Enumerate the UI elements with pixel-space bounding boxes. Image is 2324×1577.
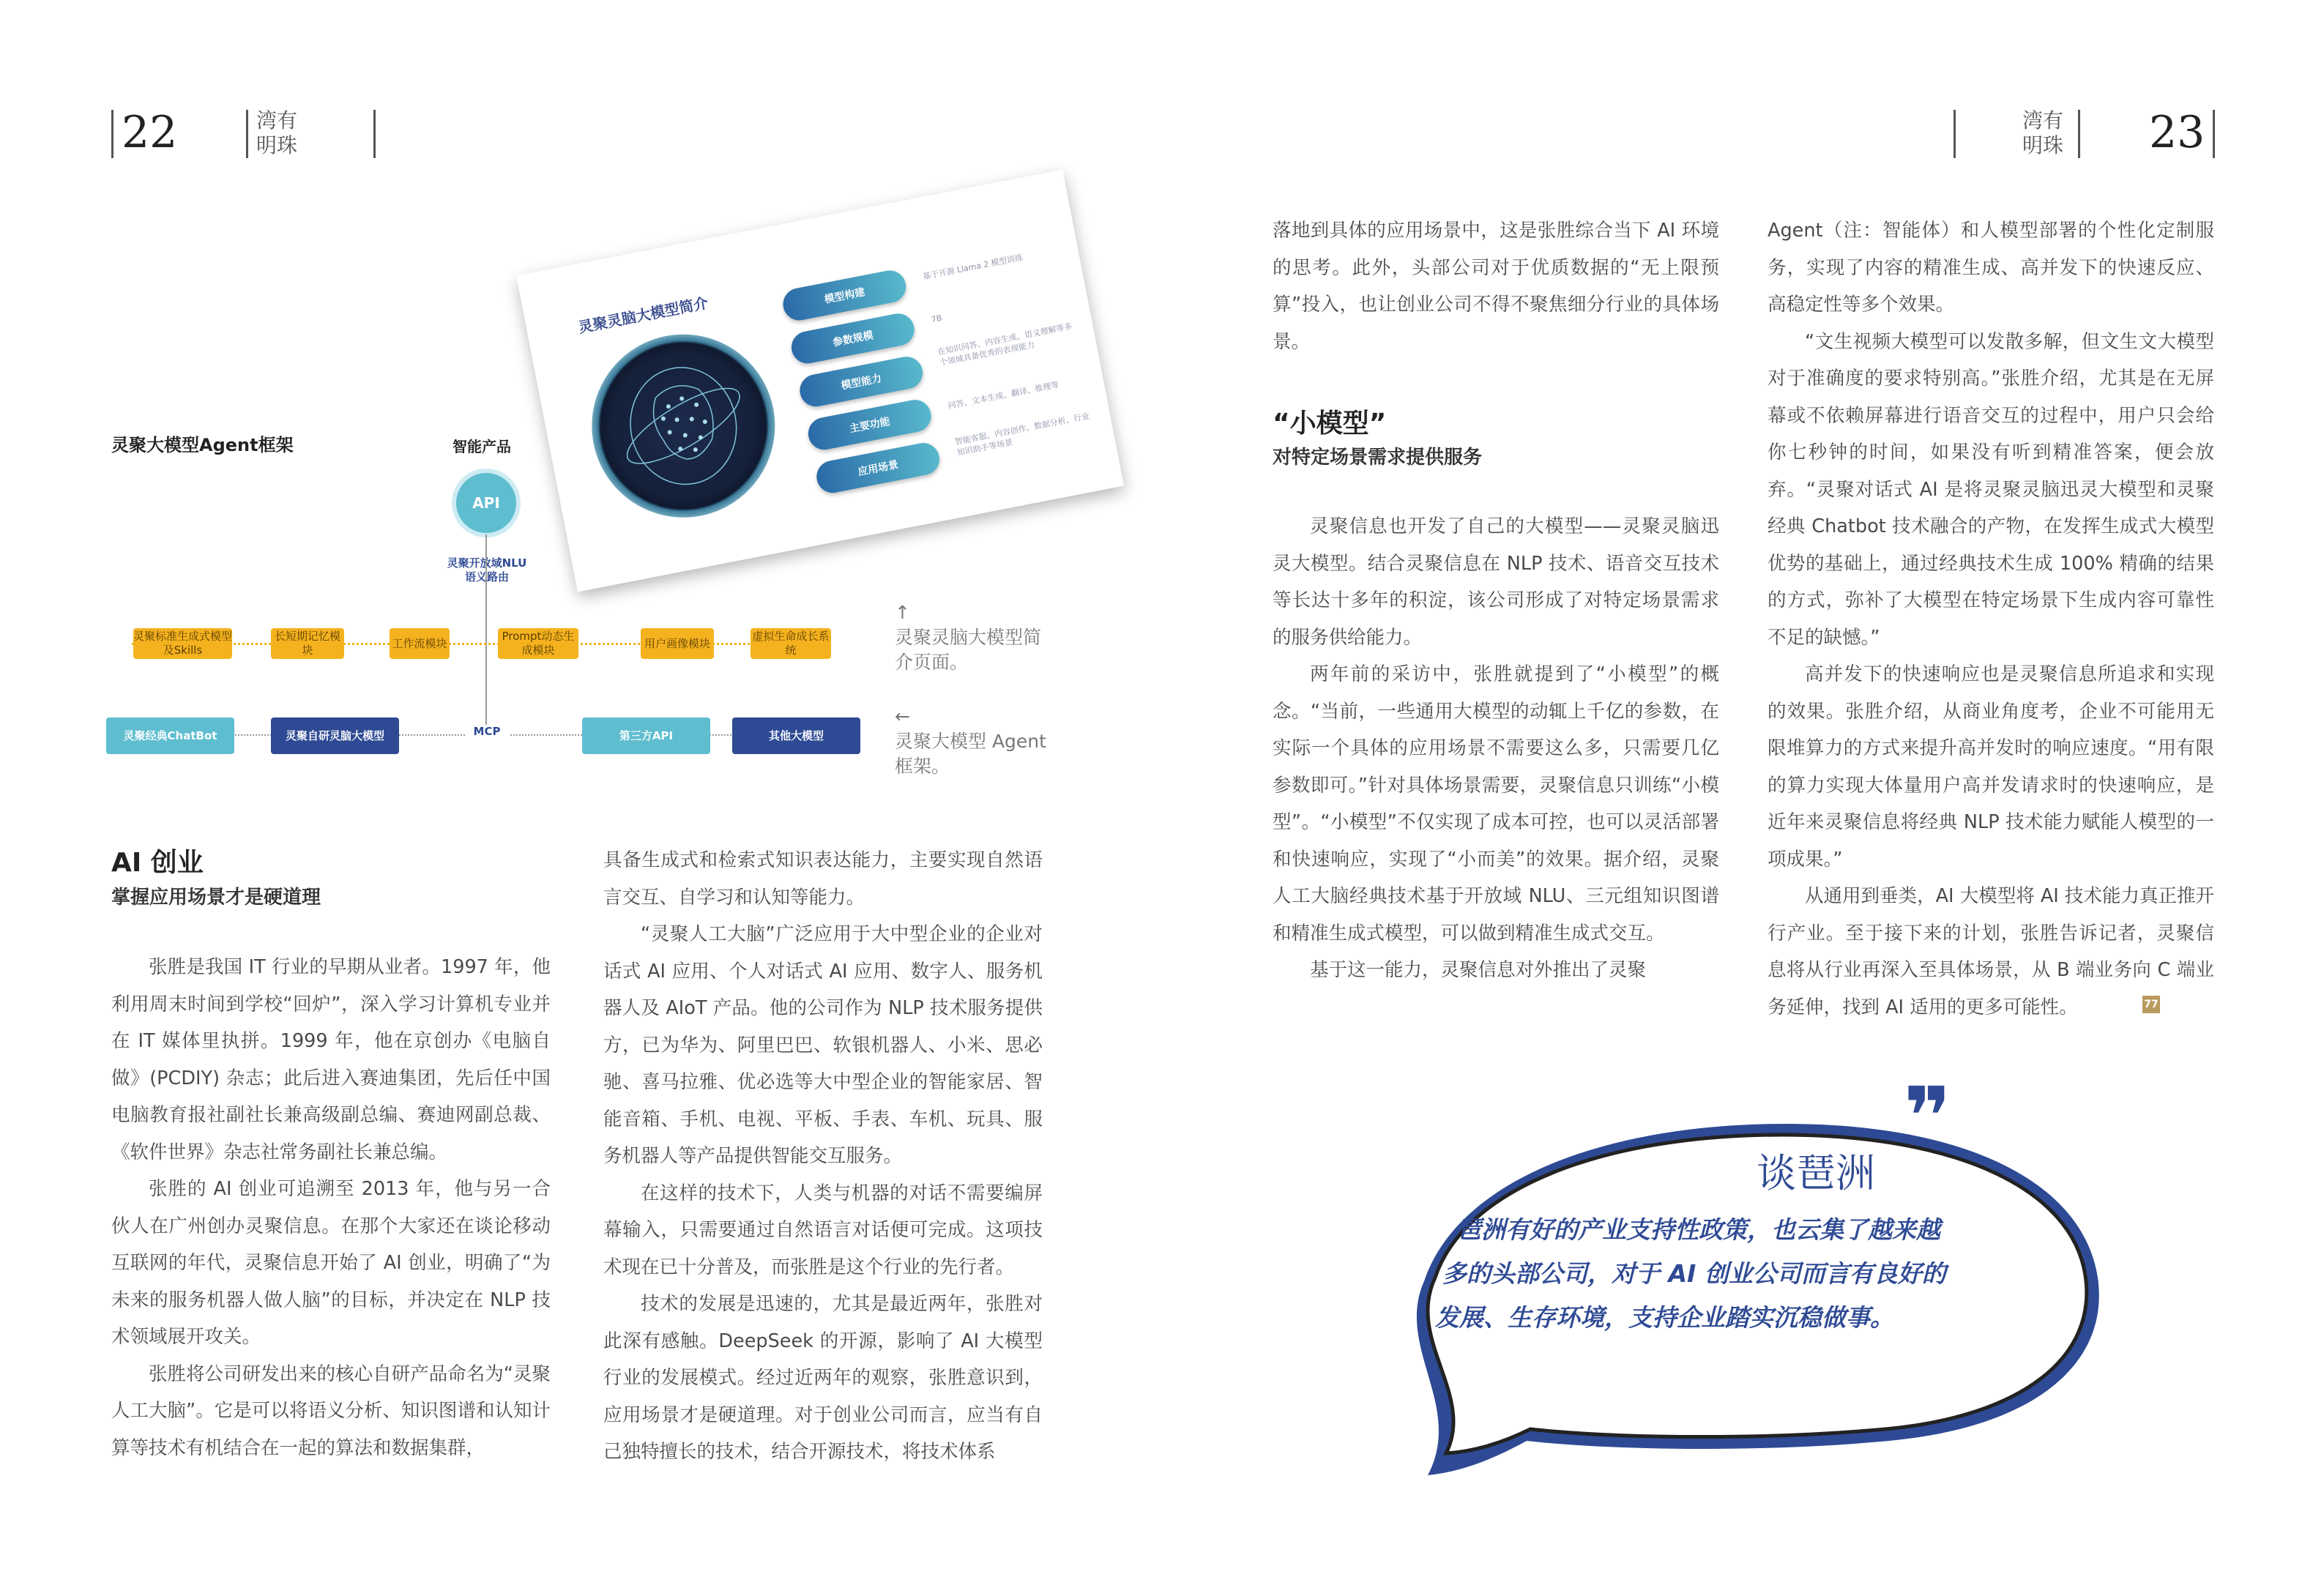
paragraph: 高并发下的快速响应也是灵聚信息所追求和实现的效果。张胜介绍，从商业角度考，企业不可能用无限堆算力的方式来提升高并发时的响应速度。“用有限的算力实现大体量用户高并发请求时的快速响应，是近年来灵聚信息将经典 NLP 技术能力赋能人模型的一项成果。”: [1768, 663, 2214, 870]
paragraph: 在这样的技术下，人类与机器的对话不需要编屏幕输入，只需要通过自然语言对话便可完成。这项技术现在已十分普及，而张胜是这个行业的先行者。: [603, 1182, 1043, 1278]
caption-arrow: ←: [895, 706, 910, 727]
right-page-number: 23: [2149, 107, 2205, 158]
caption-slide: [895, 600, 1063, 675]
box-chatbot: 灵聚经典ChatBot: [106, 717, 234, 754]
box-mcp: MCP: [465, 725, 509, 738]
paragraph: 从通用到垂类，AI 大模型将 AI 技术能力真正推开行产业。至于接下来的计划，张胜告诉记者，灵聚信息将从行业再深入至具体场景，从 B 端业务向 C 端业务延伸，找到 AI 适用的更多可能性。: [1768, 885, 2214, 1018]
slide-pill-functions: 主要功能: [805, 397, 934, 452]
caption-line: 框架。: [895, 756, 950, 777]
quote-line: 多的头部公司，对于 AI 创业公司而言有良好的: [1442, 1259, 1946, 1288]
slide-pill-scenes: 应用场景: [814, 440, 942, 496]
product-label: 智能产品: [452, 438, 511, 455]
slide-pill-build: 模型构建: [781, 268, 909, 324]
article-column-3-bottom: [1273, 508, 1719, 989]
slide-note: 基于开源 Llama 2 模型训练: [922, 253, 1024, 282]
masthead-line: 湾有: [2022, 108, 2064, 133]
article-column-1: [111, 949, 551, 1466]
end-mark: 77: [2142, 996, 2160, 1013]
right-header-rule-1: [1954, 110, 1956, 158]
right-masthead: [2022, 108, 2063, 158]
left-header-rule-2: [246, 110, 248, 158]
left-page-number: 22: [122, 107, 178, 158]
quote-text: [1435, 1208, 2021, 1340]
caption-line: 灵聚大模型 Agent: [895, 731, 1046, 752]
left-header-rule-3: [373, 110, 376, 158]
section-subheading-ai-startup: 掌握应用场景才是硬道理: [111, 887, 321, 909]
slide-title: 灵聚灵脑大模型简介: [576, 294, 710, 337]
paragraph: 具备生成式和检索式知识表达能力，主要实现自然语言交互、自学习和认知等能力。: [603, 849, 1043, 909]
router-label-line: 语义路由: [464, 570, 509, 584]
masthead-line: 湾有: [256, 108, 298, 133]
section-heading-small-model: “小模型”: [1273, 409, 1387, 439]
left-header-rule-1: [111, 110, 113, 158]
quote-mark-icon: ❞: [1904, 1070, 1951, 1163]
box-other-models: 其他大模型: [732, 717, 860, 754]
slide-note: 问答、文本生成、翻译、推理等: [947, 380, 1060, 411]
framework-title: 灵聚大模型Agent框架: [111, 435, 294, 455]
quote-line: 琶洲有好的产业支持性政策，也云集了越来越: [1457, 1215, 1940, 1244]
masthead-line: 明珠: [256, 133, 298, 157]
caption-framework: [895, 704, 1063, 779]
slide-pill-params: 参数规模: [789, 311, 917, 367]
paragraph: “灵聚人工大脑”广泛应用于大中型企业的企业对话式 AI 应用、个人对话式 AI 应用、数字人、服务机器人及 AIoT 产品。他的公司作为 NLP 技术服务提供方，已为华为、阿里巴巴、软银机器人、小米、思必驰、喜马拉雅、优必选等大中型企业的智能家居、智能音箱、手机、电视、平板、手表、车机、玩具、服务机器人等产品提供智能交互服务。: [603, 923, 1043, 1167]
box-virtual-life: 虚拟生命成长系统: [751, 628, 831, 659]
box-memory: 长短期记忆模块: [271, 628, 344, 659]
paragraph: 灵聚信息也开发了自己的大模型——灵聚灵脑迅灵大模型。结合灵聚信息在 NLP 技术、语音交互技术等长达十多年的积淀，该公司形成了对特定场景需求的服务供给能力。: [1273, 515, 1719, 649]
box-user-profile: 用户画像模块: [641, 628, 714, 659]
paragraph: 技术的发展是迅速的，尤其是最近两年，张胜对此深有感触。DeepSeek 的开源，影响了 AI 大模型行业的发展模式。经过近两年的观察，张胜意识到，应用场景才是硬道理。对于创业公司而言，应当有自己独特擅长的技术，结合开源技术，将技术体系: [603, 1293, 1043, 1463]
spine-line: [485, 534, 487, 732]
article-column-3-top: [1273, 212, 1719, 360]
caption-line: 灵聚灵脑大模型简: [895, 627, 1042, 648]
slide-note: 智能客服、内容创作、数据分析、行业知识助手等场景: [954, 411, 1091, 458]
box-prompt: Prompt动态生成模块: [498, 628, 578, 659]
api-circle: [456, 473, 516, 533]
paragraph: 两年前的采访中，张胜就提到了“小模型”的概念。“当前，一些通用大模型的动辄上千亿的参数，在实际一个具体的应用场景不需要这么多，只需要几亿参数即可。”针对具体场景需要，灵聚信息只训练“小模型”。“小模型”不仅实现了成本可控，也可以灵活部署和快速响应，实现了“小而美”的效果。据介绍，灵聚人工大脑经典技术基于开放域 NLU、三元组知识图谱和精准生成式模型，可以做到精准生成式交互。: [1273, 663, 1719, 944]
paragraph: 基于这一能力，灵聚信息对外推出了灵聚: [1310, 959, 1647, 981]
api-label: API: [472, 494, 500, 512]
paragraph: Agent（注：智能体）和人模型部署的个性化定制服务，实现了内容的精准生成、高并发下的快速反应、高稳定性等多个效果。: [1768, 220, 2214, 316]
right-header-rule-3: [2213, 110, 2215, 158]
box-workflow: 工作流模块: [390, 628, 450, 659]
left-masthead: [256, 108, 297, 158]
paragraph: 张胜将公司研发出来的核心自研产品命名为“灵聚人工大脑”。它是可以将语义分析、知识图谱和认知计算等技术有机结合在一起的算法和数据集群，: [111, 1362, 551, 1459]
quote-line: 发展、生存环境，支持企业踏实沉稳做事。: [1435, 1303, 1894, 1332]
caption-arrow: ↑: [895, 602, 910, 623]
box-linnao-model: 灵聚自研灵脑大模型: [271, 717, 399, 754]
quote-name: 谈琶洲: [1757, 1150, 1875, 1196]
box-third-party-api: 第三方API: [582, 717, 710, 754]
masthead-line: 明珠: [2022, 133, 2064, 157]
slide-note: 在知识问答、内容生成、语义理解等多个领域具备优秀的表现能力: [936, 321, 1073, 368]
router-label-line: 灵聚开放域NLU: [447, 556, 527, 570]
slide-pill-ability: 模型能力: [797, 354, 925, 409]
slide-note: 7B: [930, 313, 943, 325]
caption-line: 介页面。: [895, 652, 969, 673]
section-subheading-small-model: 对特定场景需求提供服务: [1273, 447, 1483, 469]
paragraph: “文生视频大模型可以发散多解，但文生文大模型对于准确度的要求特别高。”张胜介绍，尤其是在无屏幕或不依赖屏幕进行语音交互的过程中，用户只会给你七秒钟的时间，如果没有听到精准答案，便会放弃。“灵聚对话式 AI 是将灵聚灵脑迅灵大模型和灵聚经典 Chatbot 技术融合的产物，在发挥生成式大模型优势的基础上，通过经典技术生成 100% 精确的结果的方式，弥补了大模型在特定场景下生成内容可靠性不足的缺憾。”: [1768, 330, 2214, 649]
paragraph: 张胜的 AI 创业可追溯至 2013 年，他与另一合伙人在广州创办灵聚信息。在那个大家还在谈论移动互联网的年代，灵聚信息开始了 AI 创业，明确了“为未来的服务机器人做人脑”的目标，并决定在 NLP 技术领域展开攻关。: [111, 1178, 551, 1348]
article-column-4: [1768, 212, 2214, 1026]
agent-framework-diagram: [103, 417, 871, 783]
paragraph: 张胜是我国 IT 行业的早期从业者。1997 年，他利用周末时间到学校“回炉”，深入学习计算机专业并在 IT 媒体里执拼。1999 年，他在京创办《电脑自做》(PCDIY) 杂志；此后进入赛迪集团，先后任中国电脑教育报社副社长兼高级副总编、赛迪网副总裁、《软件世界》杂志社常务副社长兼总编。: [111, 956, 551, 1163]
router-label: [436, 556, 538, 584]
box-standard-skills: 灵聚标准生成式模型及Skills: [133, 628, 232, 659]
section-heading-ai-startup: AI 创业: [111, 848, 204, 878]
article-column-2: [603, 842, 1043, 1471]
right-header-rule-2: [2078, 110, 2080, 158]
paragraph: 落地到具体的应用场景中，这是张胜综合当下 AI 环境的思考。此外，头部公司对于优质数据的“无上限预算”投入，也让创业公司不得不聚焦细分行业的具体场景。: [1273, 220, 1719, 353]
